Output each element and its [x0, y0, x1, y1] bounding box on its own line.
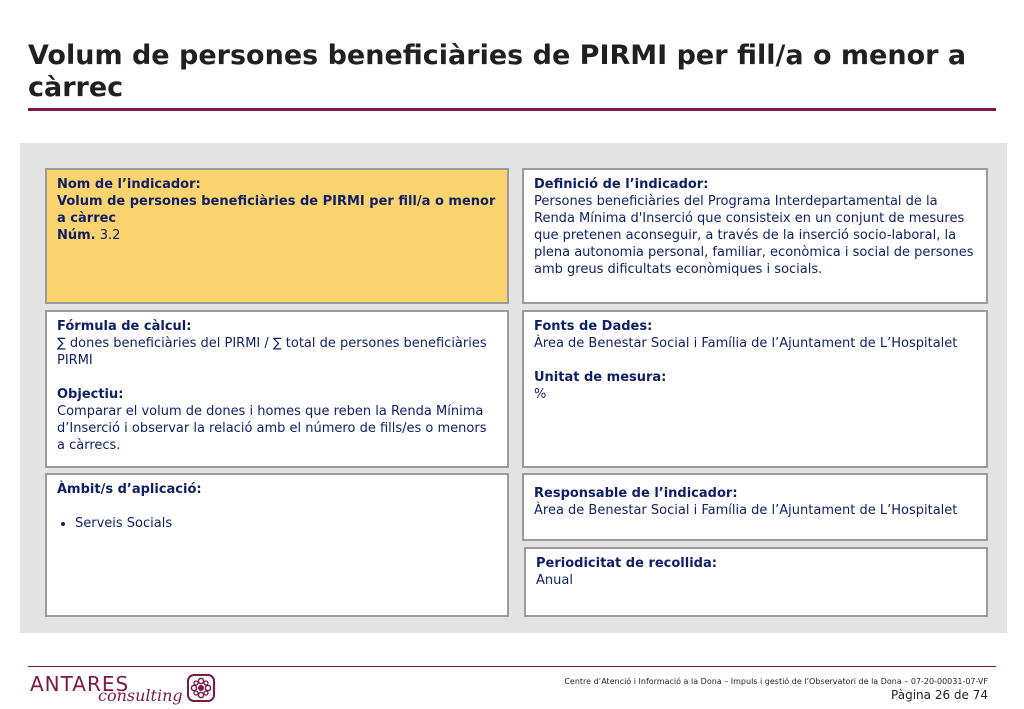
definition-text: Persones beneficiàries del Programa Interdepartamental de la Renda Mínima d'Inserció que consisteix en un conjunt de mesures que pretenen aconseguir, a través de la inserció socio-laboral, la plena autonomia personal, familiar, econòmica i social de persones amb greus dificultats econòmiques i socials.	[534, 194, 974, 277]
page-title: Volum de persones beneficiàries de PIRMI per fill/a o menor a càrrec	[28, 40, 967, 103]
indicator-number-label: Núm.	[57, 228, 96, 243]
title-divider	[28, 108, 996, 111]
footer-caption: Centre d’Atenció i Informació a la Dona – Impuls i gestió de l’Observatori de la Dona – 07-20-00031-07-VF	[564, 677, 988, 686]
indicator-name-box	[45, 168, 509, 304]
indicator-number-value: 3.2	[99, 228, 121, 243]
periodicity-label: Periodicitat de recollida:	[536, 556, 717, 571]
responsible-text: Àrea de Benestar Social i Família de l’Ajuntament de L’Hospitalet	[534, 503, 958, 518]
indicator-name-value: Volum de persones beneficiàries de PIRMI per fill/a o menor a càrrec	[57, 194, 496, 226]
indicator-name-label: Nom de l’indicador:	[57, 177, 201, 192]
indicator-number	[57, 227, 497, 244]
formula-box	[45, 310, 509, 468]
objective-label: Objectiu:	[57, 387, 124, 402]
formula-text: ∑ dones beneficiàries del PIRMI / ∑ total de persones beneficiàries PIRMI	[57, 336, 487, 368]
scope-label: Àmbit/s d’aplicació:	[57, 482, 202, 497]
scope-list	[57, 515, 497, 532]
unit-label: Unitat de mesura:	[534, 370, 667, 385]
spacer	[534, 352, 976, 369]
data-sources-label: Fonts de Dades:	[534, 319, 653, 334]
unit-value: %	[534, 387, 547, 402]
data-sources-box	[522, 310, 988, 468]
formula-label: Fórmula de càlcul:	[57, 319, 192, 334]
page-number: Pàgina 26 de 74	[891, 688, 988, 702]
periodicity-value: Anual	[536, 573, 573, 588]
definition-label: Definició de l’indicador:	[534, 177, 709, 192]
objective-text: Comparar el volum de dones i homes que reben la Renda Mínima d’Inserció i observar la relació amb el número de fills/es o menors a càrrecs.	[57, 404, 487, 453]
footer-divider	[28, 666, 996, 667]
scope-box	[45, 473, 509, 617]
logo-flower-icon	[186, 673, 216, 703]
data-sources-text: Àrea de Benestar Social i Família de l’Ajuntament de L’Hospitalet	[534, 336, 958, 351]
responsible-label: Responsable de l’indicador:	[534, 486, 738, 501]
definition-box	[522, 168, 988, 304]
logo-wordmark: ANTARES	[30, 672, 130, 696]
list-item: • Serveis Socials	[75, 515, 497, 532]
spacer	[57, 369, 497, 386]
spacer	[57, 498, 497, 515]
periodicity-box	[524, 547, 988, 617]
logo-subtitle: consulting	[98, 686, 183, 705]
responsible-box	[522, 473, 988, 541]
